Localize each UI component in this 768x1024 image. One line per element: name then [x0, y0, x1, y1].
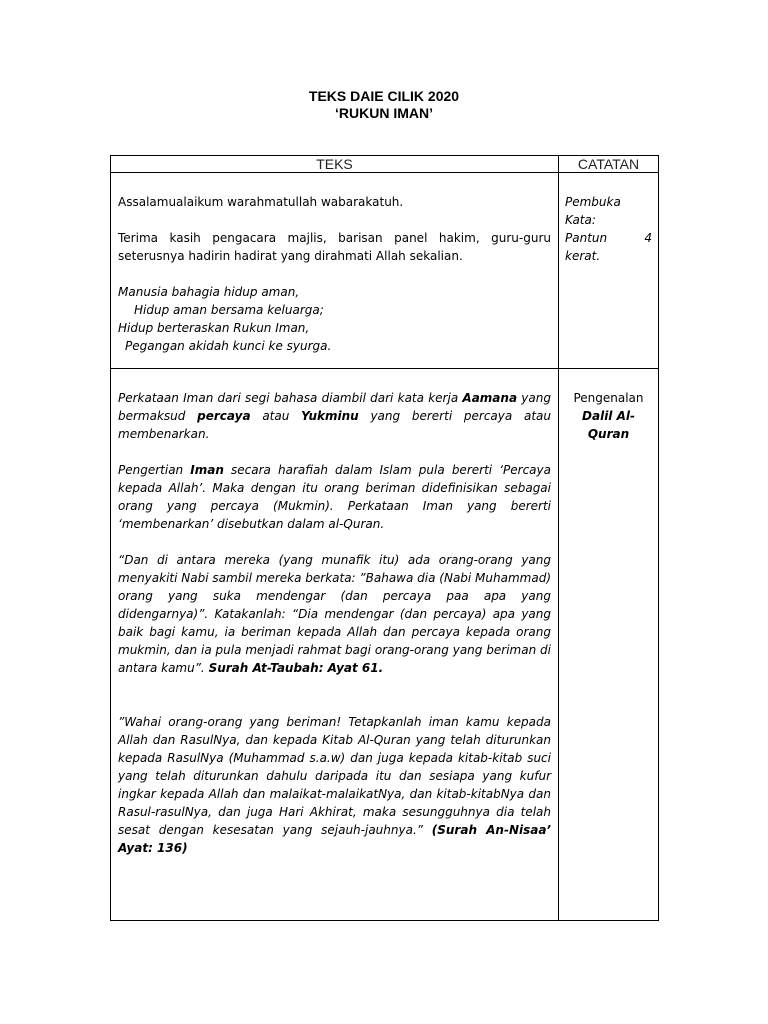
paragraph-quote-nisaa: ”Wahai orang-orang yang beriman! Tetapkanlah iman kamu kepada Allah dan RasulNya, dan kepada Kitab Al-Quran yang telah diturunkan kepada RasulNya (Muhammad s.a.w) dan juga kepada kitab-kitab suci yang telah diturunkan dahulu daripada itu dan sesiapa yang kufur ingkar kepada Allah dan malaikat-malaikatNya, dan kitab-kitabNya dan Rasul-rasulNya, dan juga Hari Akhirat, maka sesungguhnya dia telah sesat dengan kesesatan yang sejauh-jauhnya.” (Surah An-Nisaa’ Ayat: 136) [118, 715, 551, 855]
note-line [565, 229, 652, 247]
pantun-line: Manusia bahagia hidup aman, [118, 285, 300, 299]
paragraph-meaning: Pengertian Iman secara harafiah dalam Islam pula bererti ‘Percaya kepada Allah’. Maka dengan itu orang beriman didefinisikan sebagai orang yang percaya (Mukmin). Perkataan Iman yang bererti ‘membenarkan’ disebutkan dalam al-Quran. [118, 463, 551, 531]
column-header-catatan: CATATAN [559, 156, 659, 173]
note-line: Pembuka [565, 195, 621, 209]
paragraph-definition: Perkataan Iman dari segi bahasa diambil dari kata kerja Aamana yang bermaksud percaya atau Yukminu yang bererti percaya atau membenarkan. [118, 391, 551, 441]
pantun-line: Pegangan akidah kunci ke syurga. [125, 339, 332, 353]
catatan-cell-opening [559, 173, 659, 369]
note-line: Kata: [565, 213, 596, 227]
table-header-row [111, 156, 659, 173]
pantun-line: Hidup berteraskan Rukun Iman, [118, 321, 310, 335]
document-title: TEKS DAIE CILIK 2020 [308, 88, 460, 104]
catatan-cell-content [559, 369, 659, 921]
term-yukminu: Yukminu [301, 409, 359, 423]
note-word: 4 [644, 231, 652, 245]
citation-nisaa: (Surah An-Nisaa’ Ayat: 136) [118, 823, 551, 855]
note-line: kerat. [565, 249, 601, 263]
document-subtitle: ‘RUKUN IMAN’ [335, 105, 433, 121]
paragraph-quote-taubah: “Dan di antara mereka (yang munafik itu) ada orang-orang yang menyakiti Nabi sambil mereka berkata: ”Bahawa dia (Nabi Muhammad) orang yang suka mendengar (dan percaya paa apa yang didengarnya)”. Katakanlah: “Dia mendengar (dan percaya) apa yang baik bagi kamu, ia beriman kepada Allah dan percaya kepada orang mukmin, dan ia pula menjadi rahmat bagi orang-orang yang beriman di antara kamu”. Surah At-Taubah: Ayat 61. [118, 553, 552, 675]
pantun-line: Hidup aman bersama keluarga; [134, 303, 324, 317]
thanks-text: Terima kasih pengacara majlis, barisan panel hakim, guru-guru seterusnya hadirin hadirat yang dirahmati Allah sekalian. [118, 231, 551, 263]
term-iman: Iman [190, 463, 224, 477]
table-row [111, 173, 659, 369]
term-aamana: Aamana [462, 391, 518, 405]
greeting-text: Assalamualaikum warahmatullah wabarakatuh. [118, 195, 404, 209]
teks-cell-content [111, 369, 559, 921]
speech-table [110, 155, 659, 921]
note-line: Dalil Al- [582, 409, 635, 423]
table-row [111, 369, 659, 921]
pantun-verse [118, 283, 551, 355]
citation-taubah: Surah At-Taubah: Ayat 61. [208, 661, 384, 675]
column-header-teks: TEKS [111, 156, 559, 173]
teks-cell-opening [111, 173, 559, 369]
note-line: Quran [587, 427, 630, 441]
term-percaya: percaya [197, 409, 251, 423]
note-word: Pantun [565, 231, 608, 245]
note-line: Pengenalan [573, 391, 644, 405]
